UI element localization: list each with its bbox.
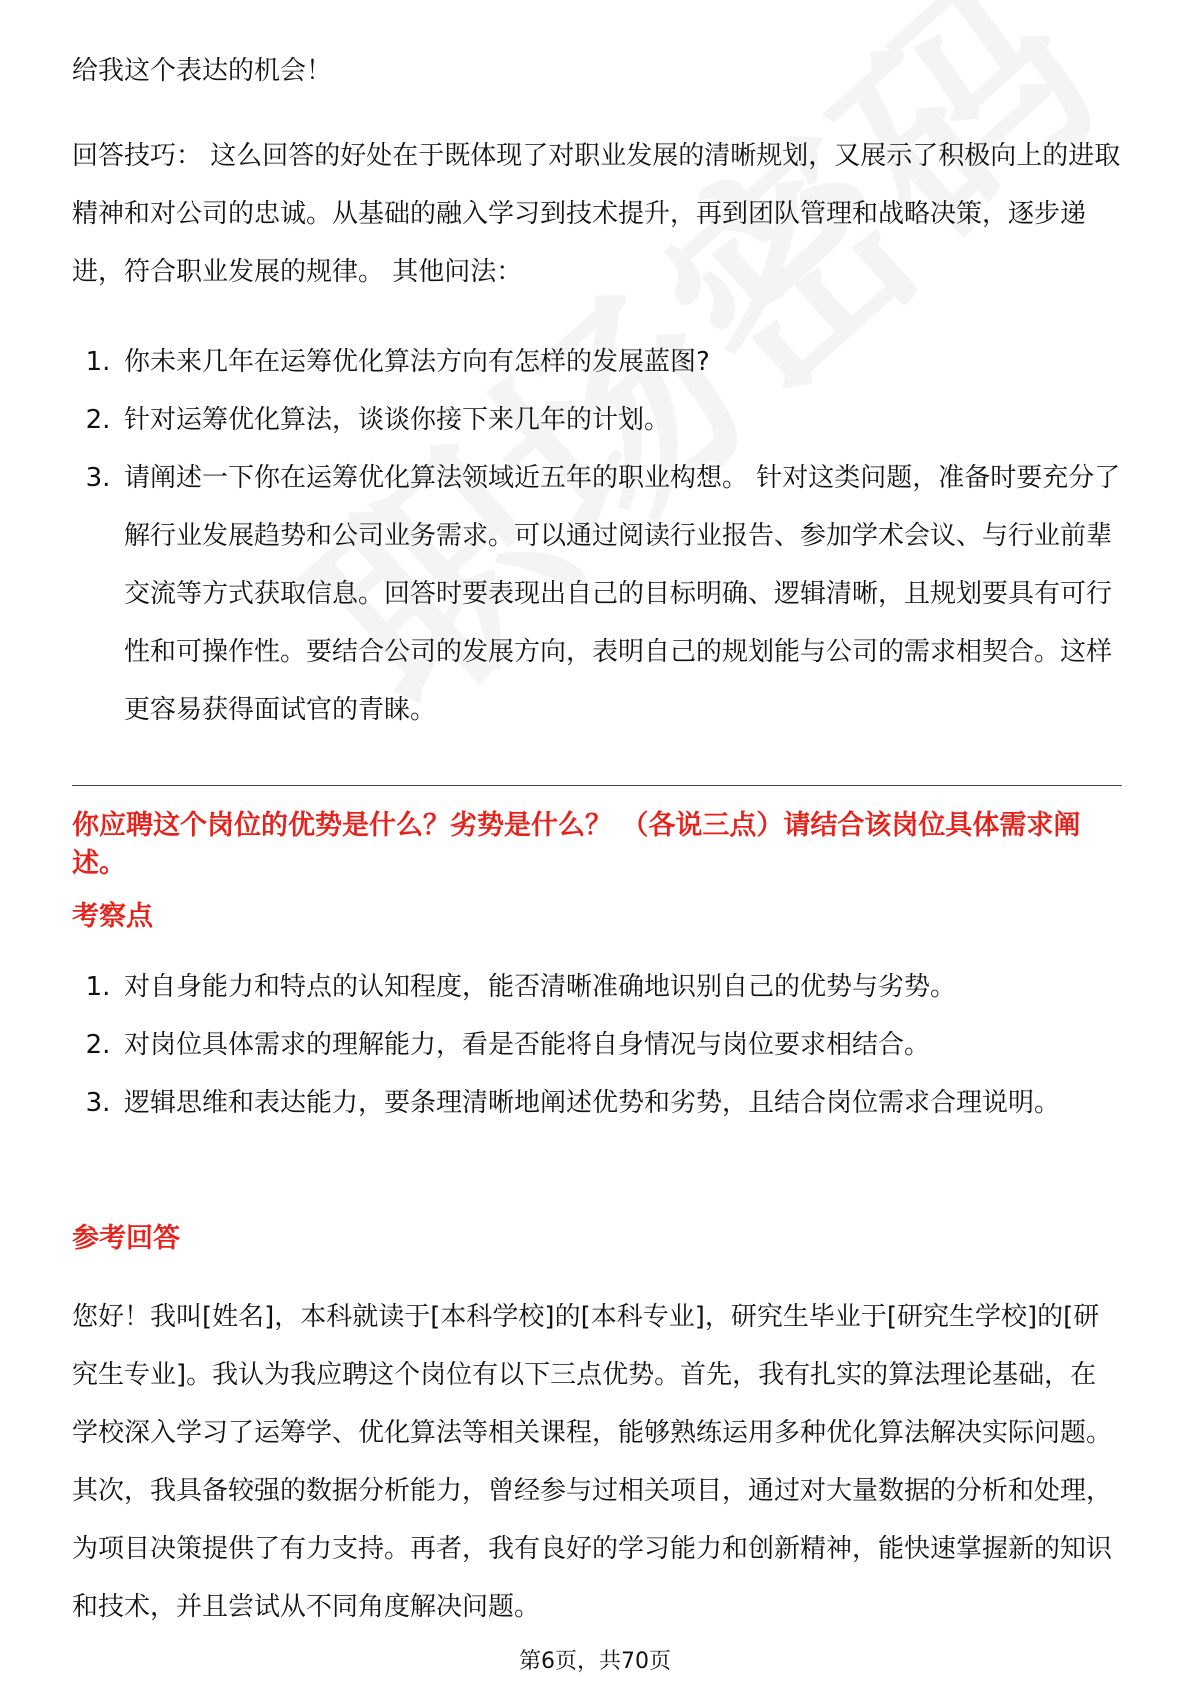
list-text: 对自身能力和特点的认知程度，能否清晰准确地识别自己的优势与劣势。 [124,972,957,1002]
list-item [72,449,1122,739]
question-title: 你应聘这个岗位的优势是什么？劣势是什么？ （各说三点）请结合该岗位具体需求阐述。 [72,810,1081,879]
list-number: 2. [85,1030,111,1060]
list-item [72,1016,1122,1074]
intro-line: 给我这个表达的机会！ [72,56,333,86]
tip-paragraph: 回答技巧： 这么回答的好处在于既体现了对职业发展的清晰规划，又展示了积极向上的进取精神和对公司的忠诚。从基础的融入学习到技术提升，再到团队管理和战略决策，逐步递进，符合职业发展的规律。 其他问法： [72,141,1121,287]
list-number: 1. [85,347,111,377]
list-text: 针对运筹优化算法，谈谈你接下来几年的计划。 [124,405,671,435]
list-item [72,958,1122,1016]
examination-points-heading: 考察点 [72,901,153,932]
reference-answer-paragraph: 您好！我叫[姓名]，本科就读于[本科学校]的[本科专业]，研究生毕业于[研究生学校]的[研究生专业]。我认为我应聘这个岗位有以下三点优势。首先，我有扎实的算法理论基础，在学校深入学习了运筹学、优化算法等相关课程，能够熟练运用多种优化算法解决实际问题。其次，我具备较强的数据分析能力，曾经参与过相关项目，通过对大量数据的分析和处理，为项目决策提供了有力支持。再者，我有良好的学习能力和创新精神，能快速掌握新的知识和技术，并且尝试从不同角度解决问题。 [72,1302,1113,1622]
list-number: 3. [85,1088,111,1118]
list-number: 3. [85,463,111,493]
reference-answer-heading: 参考回答 [72,1223,180,1254]
other-questions-list [72,333,1122,739]
list-text: 逻辑思维和表达能力，要条理清晰地阐述优势和劣势，且结合岗位需求合理说明。 [124,1088,1061,1118]
section-divider [72,785,1122,786]
page-footer: 第6页，共70页 [519,1649,671,1674]
list-number: 2. [85,405,111,435]
list-text: 对岗位具体需求的理解能力，看是否能将自身情况与岗位要求相结合。 [124,1030,931,1060]
examination-points-list [72,958,1122,1132]
list-text: 请阐述一下你在运筹优化算法领域近五年的职业构想。 针对这类问题，准备时要充分了解行业发展趋势和公司业务需求。可以通过阅读行业报告、参加学术会议、与行业前辈交流等方式获取信息。回答时要表现出自己的目标明确、逻辑清晰，且规划要具有可行性和可操作性。要结合公司的发展方向，表明自己的规划能与公司的需求相契合。这样更容易获得面试官的青睐。 [124,463,1121,725]
list-text: 你未来几年在运筹优化算法方向有怎样的发展蓝图? [124,347,710,377]
list-item [72,333,1122,391]
list-item [72,391,1122,449]
list-number: 1. [85,972,111,1002]
list-item [72,1074,1122,1132]
